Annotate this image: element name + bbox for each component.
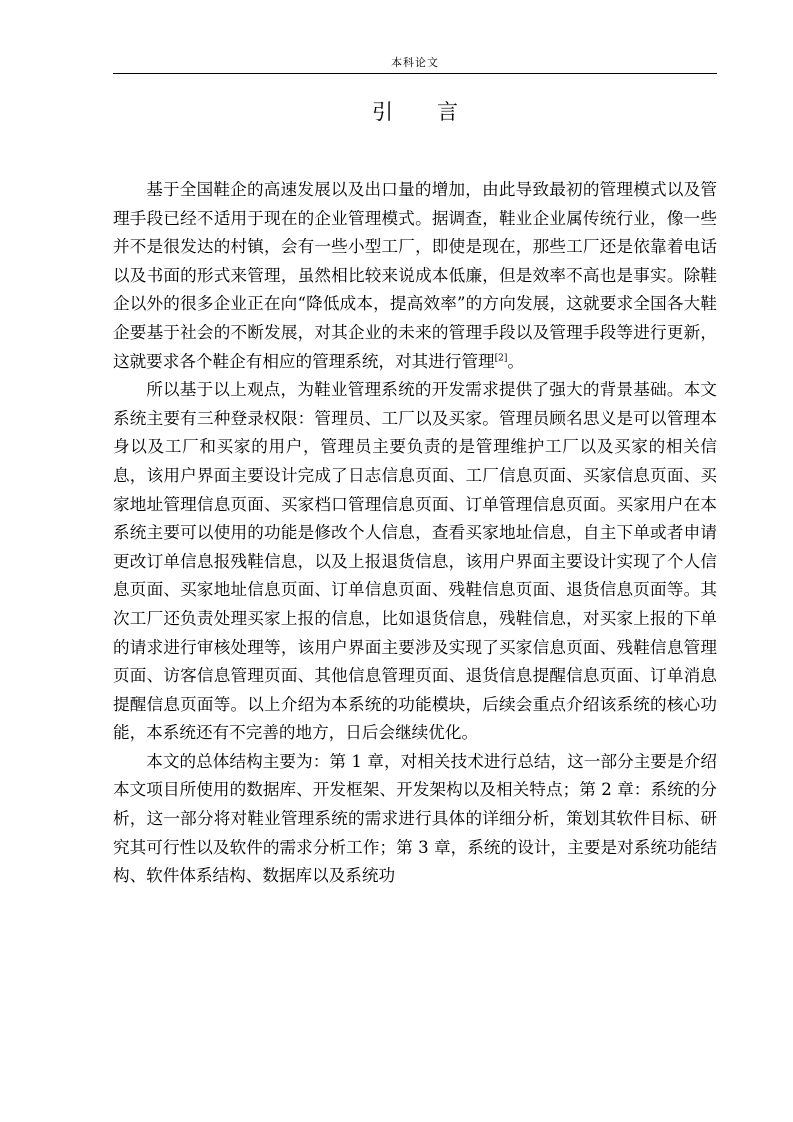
paragraph-text: 所以基于以上观点，为鞋业管理系统的开发需求提供了强大的背景基础。本文系统主要有三种登录权限：管理员、工厂以及买家。管理员顾名思义是可以管理本身以及工厂和买家的用户，管理员主要负责的是管理维护工厂以及买家的相关信息，该用户界面主要设计完成了日志信息页面、工厂信息页面、买家信息页面、买家地址管理信息页面、买家档口管理信息页面、订单管理信息页面。买家用户在本系统主要可以使用的功能是修改个人信息，查看买家地址信息，自主下单或者申请更改订单信息报残鞋信息，以及上报退货信息，该用户界面主要设计实现了个人信息页面、买家地址信息页面、订单信息页面、残鞋信息页面、退货信息页面等。其次工厂还负责处理买家上报的信息，比如退货信息，残鞋信息，对买家上报的下单的请求进行审核处理等，该用户界面主要涉及实现了买家信息页面、残鞋信息管理页面、访客信息管理页面、其他信息管理页面、退货信息提醒信息页面、订单消息提醒信息页面等。以上介绍为本系统的功能模块，后续会重点介绍该系统的核心功能，本系统还有不完善的地方，日后会继续优化。 <box>113 380 717 743</box>
paragraph-system-overview <box>113 376 717 748</box>
chapter-title-char-1: 引 <box>372 100 393 124</box>
paragraph-background <box>113 176 717 376</box>
paragraph-text: 本文的总体结构主要为：第 1 章，对相关技术进行总结，这一部分主要是介绍本文项目所使用的数据库、开发框架、开发架构以及相关特点；第 2 章：系统的分析，这一部分将对鞋业管理系统的需求进行具体的详细分析，策划其软件目标、研究其可行性以及软件的需求分析工作；第 3 章，系统的设计，主要是对系统功能结构、软件体系结构、数据库以及系统功 <box>113 751 717 886</box>
body-text <box>113 176 717 891</box>
header-rule <box>113 73 717 74</box>
chapter-title-char-2: 言 <box>437 100 458 124</box>
paragraph-end: 。 <box>507 351 524 371</box>
paragraph-structure <box>113 748 717 891</box>
chapter-title <box>113 96 717 126</box>
paragraph-text: 基于全国鞋企的高速发展以及出口量的增加，由此导致最初的管理模式以及管理手段已经不适用于现在的企业管理模式。据调查，鞋业企业属传统行业，像一些并不是很发达的村镇，会有一些小型工厂，即使是现在，那些工厂还是依靠着电话以及书面的形式来管理，虽然相比较来说成本低廉，但是效率不高也是事实。除鞋企以外的很多企业正在向“降低成本，提高效率”的方向发展，这就要求全国各大鞋企要基于社会的不断发展，对其企业的未来的管理手段以及管理手段等进行更新，这就要求各个鞋企有相应的管理系统，对其进行管理 <box>113 180 717 371</box>
citation-ref: [2] <box>494 353 508 364</box>
running-header: 本科论文 <box>391 56 439 69</box>
